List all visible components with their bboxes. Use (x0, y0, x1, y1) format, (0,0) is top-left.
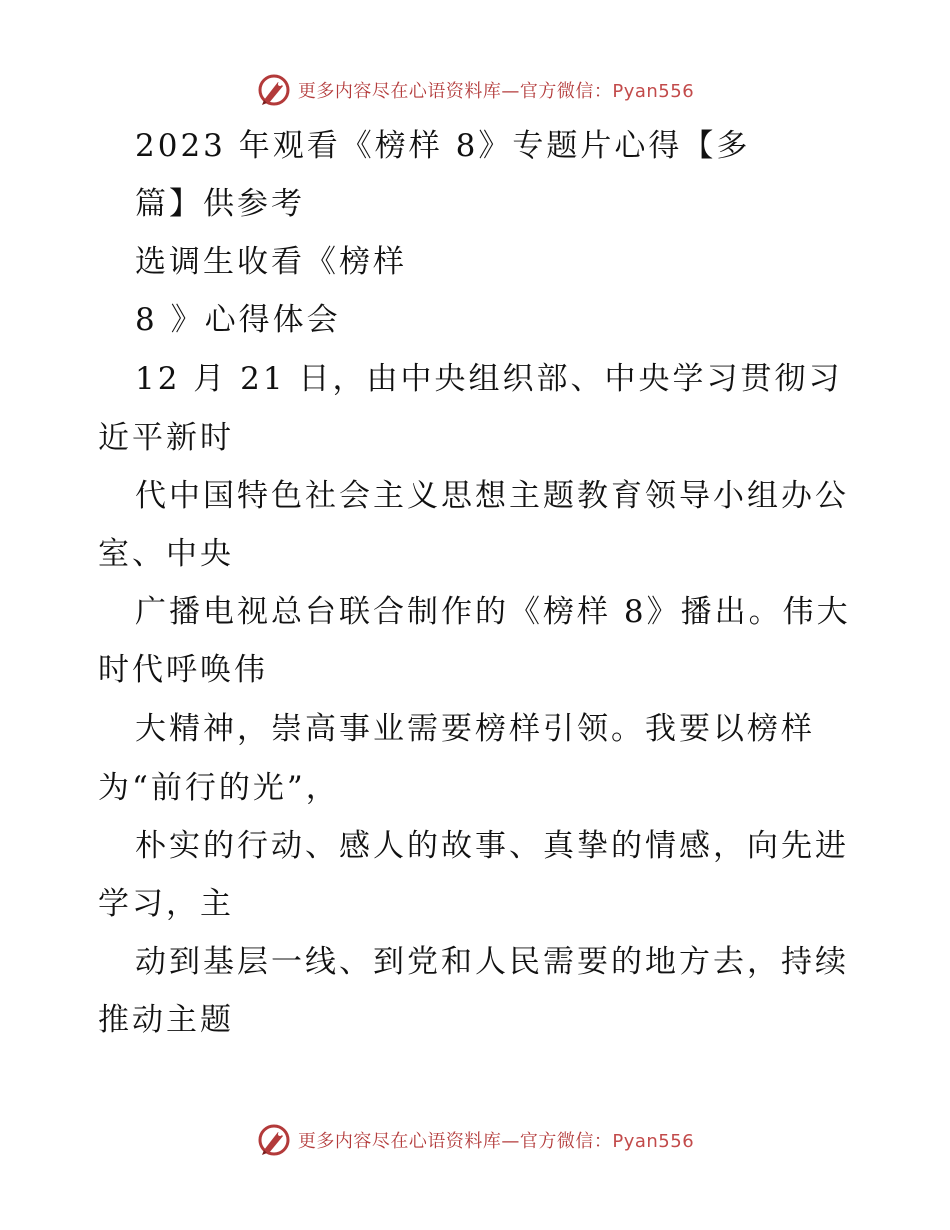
pen-logo-icon (256, 72, 292, 108)
watermark-content (256, 72, 694, 108)
watermark-dash: — (501, 1131, 520, 1152)
watermark-text (298, 1127, 694, 1153)
watermark-dash: — (501, 81, 520, 102)
subtitle-line-2: 8 》心得体会 (135, 302, 341, 338)
paragraph-line: 动到基层一线、到党和人民需要的地方去，持续 (135, 944, 849, 980)
watermark-account: Pyan556 (612, 1131, 695, 1152)
watermark-label: 官方微信： (519, 81, 613, 102)
paragraph-line: 推动主题 (98, 1002, 234, 1038)
watermark-account: Pyan556 (612, 81, 695, 102)
title-line-2: 篇】供参考 (135, 186, 305, 222)
paragraph-line: 室、中央 (98, 536, 234, 572)
paragraph-line: 朴实的行动、感人的故事、真挚的情感，向先进 (135, 828, 849, 864)
subtitle-line-1: 选调生收看《榜样 (135, 244, 407, 280)
paragraph-line: 近平新时 (98, 420, 234, 456)
footer-watermark (0, 1120, 950, 1160)
pen-logo-icon (256, 1122, 292, 1158)
title-line-1: 2023 年观看《榜样 8》专题片心得【多 (135, 128, 751, 164)
paragraph-line: 12 月 21 日，由中央组织部、中央学习贯彻习 (135, 361, 843, 397)
paragraph-line: 为“前行的光”， (98, 770, 340, 806)
header-watermark (0, 70, 950, 110)
paragraph-line: 时代呼唤伟 (98, 652, 268, 688)
paragraph-line: 代中国特色社会主义思想主题教育领导小组办公 (135, 478, 849, 514)
paragraph-line: 广播电视总台联合制作的《榜样 8》播出。伟大 (135, 594, 851, 630)
watermark-label: 官方微信： (519, 1131, 613, 1152)
watermark-slogan: 更多内容尽在心语资料库 (297, 1131, 502, 1152)
paragraph-line: 大精神，崇高事业需要榜样引领。我要以榜样 (135, 711, 815, 747)
paragraph-line: 学习，主 (98, 886, 234, 922)
watermark-text (298, 77, 694, 103)
watermark-slogan: 更多内容尽在心语资料库 (297, 81, 502, 102)
watermark-content (256, 1122, 694, 1158)
